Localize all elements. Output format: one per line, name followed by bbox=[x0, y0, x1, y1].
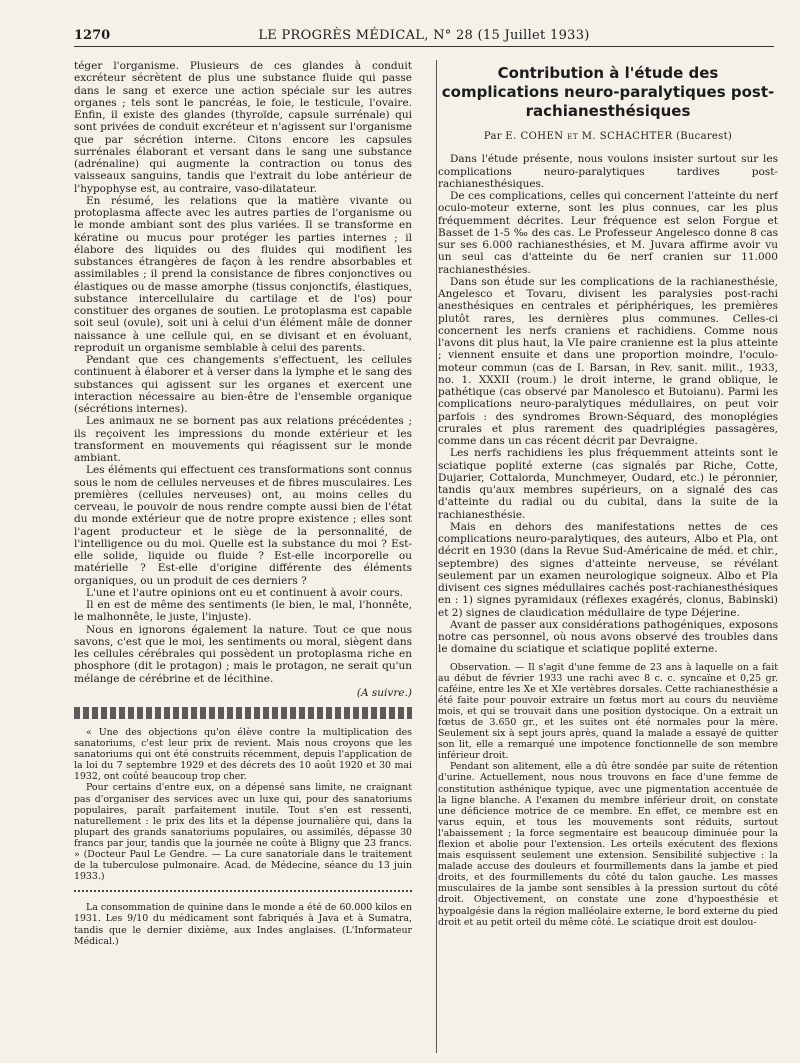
affiliation: (Bucarest) bbox=[676, 131, 733, 142]
quinine-note: La consommation de quinine dans le monde a été de 60.000 kilos en 1931. Les 9/10 du médicament sont fabriqués à Java et à Sumatra, tandis que le dernier dixième, aux Indes anglaises. (L'Informateur Médical.) bbox=[74, 902, 412, 947]
observation-paragraph: Pendant son alitement, elle a dû être sondée par suite de rétention d'urine. Actuellement, nous nous trouvons en face d'une femme de constitution asthénique typique, avec une pigmentation accentuée de la ligne blanche. A l'examen du membre inférieur droit, on constate une déficience motrice de ce membre. En effet, ce membre est en varus equin, et tous les mouvements sont réduits, surtout l'abaissement ; la force segmentaire est beaucoup diminuée pour la flexion et abolie pour l'extension. Les orteils exécutent des flexions mais esquissent seulement une extension. Sensibilité subjective : la malade accuse des douleurs et fourmillements dans la jambe et pied droits, et des fourmillements du côté du talon gauche. Les masses musculaires de la jambe sont sensibles à la pression surtout du côté droit. Objectivement, on constate une zone d'hypoesthésie et hypoalgésie dans la région malléolaire externe, le bord externe du pied droit et au petit orteil du même côté. Le sciatique droit est doulou- bbox=[438, 761, 778, 928]
ornamental-divider bbox=[74, 707, 412, 719]
left-paragraph: téger l'organisme. Plusieurs de ces glandes à conduit excréteur sécrètent de plus une substance fluide qui passe dans le sang et exerce une action spéciale sur les autres organes ; tels sont le pancréas, le foie, le testicule, l'ovaire. Enfin, il existe des glandes (thyroïde, capsule surrénale) qui sont privées de conduit excréteur et n'agissent sur l'organisme que par sécrétion interne. Citons encore les capsules surrénales élaborant et versant dans le sang une substance (adrénaline) qui augmente la contraction ou tonus des vaisseaux sanguins, tandis que l'extrait du lobe antérieur de l'hypophyse est, au contraire, vaso-dilatateur. bbox=[74, 60, 412, 195]
article-paragraph: Dans son étude sur les complications de la rachianesthésie, Angelesco et Tovaru, divisent les paralysies post-rachi anesthésiques en centrales et périphériques, les premières plutôt rares, les dernières plus communes. Celles-ci concernent les nerfs craniens et rachidiens. Comme nous l'avons dit plus haut, la VIe paire cranienne est la plus atteinte ; viennent ensuite et dans une proportion moindre, l'oculo-moteur commun (cas de I. Barsan, in Rev. sanit. milit., 1933, no. 1. XXXII (roum.) le droit interne, le grand oblique, le pathétique (cas observé par Manolesco et Butoianu). Parmi les complications neuro-paralytiques médullaires, on peut voir parfois : des syndromes Brown-Séquard, des monoplégies crurales et plus rarement des quadriplégies passagères, comme dans un cas récent décrit par Devraigne. bbox=[438, 275, 778, 447]
article-title: Contribution à l'étude des complications neuro-paralytiques post-rachianesthésiques bbox=[441, 64, 775, 120]
article-paragraph: Les nerfs rachidiens les plus fréquemment atteints sont le sciatique poplité externe (cas signalés par Riche, Cotte, Dujarier, Cottalorda, Munchmeyer, Oudard, etc.) le péronnier, tandis qu'aux membres supérieurs, on a signalé des cas d'atteinte du radial ou du cubital, dans la suite de la rachianesthésie. bbox=[438, 447, 778, 521]
left-paragraph: Il en est de même des sentiments (le bien, le mal, l'honnête, le malhonnête, le juste, l'injuste). bbox=[74, 599, 412, 624]
authors: E. COHEN et M. SCHACHTER bbox=[505, 131, 673, 142]
left-column bbox=[74, 60, 412, 1053]
journal-title: LE PROGRÈS MÉDICAL, N° 28 (15 Juillet 1933) bbox=[258, 27, 590, 43]
left-paragraph: Les animaux ne se bornent pas aux relations précédentes ; ils reçoivent les impressions du monde extérieur et les transforment en mouvements qui réagissent sur le monde ambiant. bbox=[74, 415, 412, 464]
observation-paragraph: Observation. — Il s'agit d'une femme de 23 ans à laquelle on a fait au début de février 1933 une rachi avec 8 c. c. syncaïne et 0,25 gr. caféine, entre les Xe et XIe vertèbres dorsales. Cette rachianesthésie a été faite pour pouvoir extraire un fœtus mort au cours du neuvième mois, et qui se trouvait dans une position dystocique. On a extrait un fœtus de 3.650 gr., et les suites ont été normales pour la mère. Seulement six à sept jours après, quand la malade a essayé de quitter son lit, elle a remarqué une impotence fonctionnelle de son membre inférieur droit. bbox=[438, 661, 778, 762]
byline bbox=[438, 131, 778, 143]
left-paragraph: L'une et l'autre opinions ont eu et continuent à avoir cours. bbox=[86, 586, 403, 599]
page-number: 1270 bbox=[74, 27, 111, 43]
note-paragraph: Pour certains d'entre eux, on a dépensé sans limite, ne craignant pas d'organiser des services avec un luxe qui, pour des sanatoriums populaires, paraît parfaitement inutile. Tout s'en est ressenti, naturellement : le prix des lits et la dépense journalière qui, dans la plupart des grands sanatoriums populaires, ou assimilés, dépasse 30 francs par jour, tandis que la journée ne coûte à Bligny que 23 francs. » (Docteur Paul Le Gendre. — La cure sanatoriale dans le traitement de la tuberculose pulmonaire. Acad. de Médecine, séance du 13 juin 1933.) bbox=[74, 782, 412, 883]
article-paragraph: De ces complications, celles qui concernent l'atteinte du nerf oculo-moteur externe, sont les plus connues, car les plus fréquemment décrites. Leur fréquence est selon Forgue et Basset de 1-5 ‰ des cas. Le Professeur Angelesco donne 8 cas sur ses 6.000 rachianesthésies, et M. Juvara affirme avoir vu un seul cas d'atteinte du 6e nerf cranien sur 11.000 rachianesthésies. bbox=[438, 190, 778, 276]
article-paragraph: Dans l'étude présente, nous voulons insister surtout sur les complications neuro-paralytiques tardives post-rachianesthésiques. bbox=[438, 153, 778, 190]
a-suivre: (A suivre.) bbox=[356, 686, 412, 699]
note-paragraph: « Une des objections qu'on élève contre la multiplication des sanatoriums, c'est leur prix de revient. Mais nous croyons que les sanatoriums qui ont été construits récemment, depuis l'application de la loi du 7 septembre 1929 et des décrets des 10 août 1920 et 30 mai 1932, ont coûté beaucoup trop cher. bbox=[74, 727, 412, 783]
left-paragraph: En résumé, les relations que la matière vivante ou protoplasma affecte avec les autres parties de l'organisme ou le monde ambiant sont des plus variées. Il se transforme en kératine ou mucus pour protéger les parties internes ; il élabore des liquides ou des fluides qui modifient les substances étrangères de façon à les rendre absorbables et assimilables ; il prend la consistance de fibres conjonctives ou élastiques ou de masse amorphe (tissus conjonctifs, élastiques, substance intercellulaire du cartilage et de l'os) pour constituer des organes de soutien. Le protoplasma est capable soit seul (ovule), soit uni à celui d'un élément mâle de donner naissance à une cellule qui, en se divisant et en évoluant, reproduit un organisme semblable à celui des parents. bbox=[74, 194, 412, 354]
left-paragraph: Pendant que ces changements s'effectuent, les cellules continuent à élaborer et à verser dans la lymphe et le sang des substances qui agissent sur les organes et exercent une interaction nécessaire au bien-être de l'ensemble organique (sécrétions internes). bbox=[74, 354, 412, 415]
article-paragraph: Mais en dehors des manifestations nettes de ces complications neuro-paralytiques, des auteurs, Albo et Pla, ont décrit en 1930 (dans la Revue Sud-Américaine de méd. et chir., septembre) des signes d'atteinte nerveuse, se révélant seulement par un examen neurologique soigneux. Albo et Pla divisent ces signes médullaires cachés post-rachianesthésiques en : 1) signes pyramidaux (réflexes exagérés, clonus, Babinski) et 2) signes de claudication médullaire de type Déjerine. bbox=[438, 520, 778, 619]
running-header bbox=[74, 24, 774, 47]
left-paragraph: Les éléments qui effectuent ces transformations sont connus sous le nom de cellules nerveuses et de fibres musculaires. Les premières (cellules nerveuses) ont, au moins celles du cerveau, le pouvoir de nous rendre compte aussi bien de l'état du monde extérieur que de notre propre existence ; elles sont l'agent producteur et le siège de la personnalité, de l'intelligence ou du moi. Quelle est la substance du moi ? Est-elle solide, liquide ou fluide ? Est-elle incorporelle ou matérielle ? Est-elle d'origine différente des éléments organiques, ou un produit de ces derniers ? bbox=[74, 464, 412, 587]
article-paragraph: Avant de passer aux considérations pathogéniques, exposons notre cas personnel, où nous avons observé des troubles dans le domaine du sciatique et sciatique poplité externe. bbox=[438, 618, 778, 656]
left-paragraph: Nous en ignorons également la nature. Tout ce que nous savons, c'est que le moi, les sentiments ou moral, siègent dans les cellules cérébrales qui possèdent un protoplasma riche en phosphore (dit le protagon) ; mais le protagon, ne serait qu'un mélange de cérébrine et de lécithine. bbox=[74, 623, 412, 685]
byline-prefix: Par bbox=[483, 131, 502, 142]
dotted-divider bbox=[74, 890, 412, 892]
right-column bbox=[428, 60, 778, 1053]
